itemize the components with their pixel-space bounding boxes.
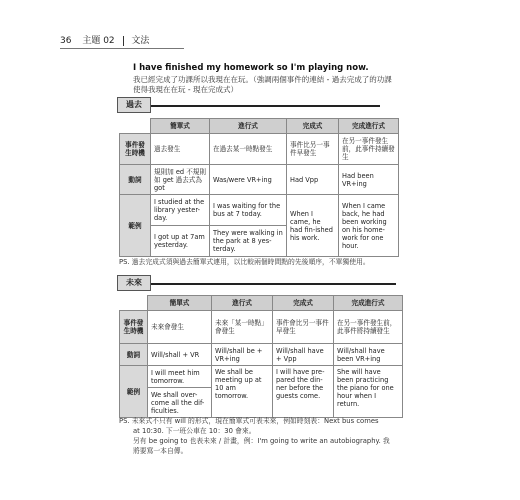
table-cell: 未來「某一時點」會發生 bbox=[212, 311, 273, 344]
intro-line: 使得我現在在玩 - 現在完成式） bbox=[133, 85, 238, 94]
table-cell: I got up at 7am yesterday. bbox=[151, 226, 210, 257]
intro-line: 我已經完成了功課所以我現在在玩。（強調兩個事件的連結 - 過去完成了的功課 bbox=[133, 75, 392, 84]
example-sentence: I have finished my homework so I'm playing now. bbox=[133, 63, 369, 73]
section-label-past: 過去 bbox=[117, 97, 151, 113]
note-line: PS. 未來式不只有 will 的形式，現在簡單式可表未來，例如時刻表：Next bus comes bbox=[119, 417, 379, 425]
section-rule-past bbox=[151, 105, 380, 107]
row-header: 事件發生時機 bbox=[120, 134, 151, 165]
row-header: 事件發生時機 bbox=[120, 311, 148, 344]
note-line: at 10:30. 下一班公車在 10：30 會來。 bbox=[133, 427, 256, 435]
table-cell: I studied at the library yester-day. bbox=[151, 195, 210, 226]
column-header: 簡單式 bbox=[151, 119, 210, 134]
page-number: 36 bbox=[60, 36, 72, 46]
future-note bbox=[119, 416, 390, 456]
table-cell: 事件會比另一事件早發生 bbox=[273, 311, 334, 344]
table-cell: We shall be meeting up at 10 am tomorrow. bbox=[212, 366, 273, 418]
table-cell: They were walking in the park at 8 yes-terday. bbox=[210, 226, 287, 257]
table-row bbox=[120, 344, 403, 366]
table-cell: When I came, he had fin-ished his work. bbox=[287, 195, 339, 257]
table-cell: I will have pre-pared the din-ner before the guests come. bbox=[273, 366, 334, 418]
header-rule bbox=[60, 48, 184, 49]
past-note: PS. 過去完成式須與過去簡單式連用，以比較兩個時間點的先後順序，不單獨使用。 bbox=[119, 258, 370, 266]
table-row bbox=[120, 134, 399, 165]
intro-text bbox=[133, 75, 413, 95]
note-line: 將要寫一本自傳。 bbox=[133, 447, 188, 455]
table-header-row bbox=[120, 119, 399, 134]
header-divider bbox=[123, 36, 124, 46]
column-header: 簡單式 bbox=[148, 296, 212, 311]
table-corner bbox=[120, 296, 148, 311]
table-cell: 事件比另一事件早發生 bbox=[287, 134, 339, 165]
column-header: 進行式 bbox=[212, 296, 273, 311]
table-cell: 在另一事件發生前，此事件持續發生 bbox=[339, 134, 399, 165]
table-cell: I was waiting for the bus at 7 today. bbox=[210, 195, 287, 226]
past-tense-table bbox=[119, 118, 399, 257]
table-corner bbox=[120, 119, 151, 134]
column-header: 完成式 bbox=[287, 119, 339, 134]
table-cell: 過去發生 bbox=[151, 134, 210, 165]
column-header: 完成式 bbox=[273, 296, 334, 311]
table-cell: She will have been practicing the piano for one hour when I return. bbox=[334, 366, 403, 418]
table-cell: Was/were VR+ing bbox=[210, 165, 287, 195]
row-header: 範例 bbox=[120, 366, 148, 418]
table-cell: 規則加 ed 不規則如 get 過去式為 got bbox=[151, 165, 210, 195]
future-tense-table bbox=[119, 295, 403, 418]
table-cell: Will/shall be + VR+ing bbox=[212, 344, 273, 366]
table-cell: 在另一事件發生前，此事件將持續發生 bbox=[334, 311, 403, 344]
table-cell: Had Vpp bbox=[287, 165, 339, 195]
table-cell: Will/shall have been VR+ing bbox=[334, 344, 403, 366]
table-row bbox=[120, 165, 399, 195]
column-header: 完成進行式 bbox=[334, 296, 403, 311]
table-row bbox=[120, 195, 399, 226]
section-rule-future bbox=[151, 283, 396, 285]
table-cell: Will/shall have + Vpp bbox=[273, 344, 334, 366]
table-header-row bbox=[120, 296, 403, 311]
section-label-future: 未來 bbox=[117, 275, 151, 291]
table-cell: I will meet him tomorrow. bbox=[148, 366, 212, 388]
row-header: 範例 bbox=[120, 195, 151, 257]
column-header: 完成進行式 bbox=[339, 119, 399, 134]
row-header: 動詞 bbox=[120, 344, 148, 366]
table-cell: When I came back, he had been working on his home-work for one hour. bbox=[339, 195, 399, 257]
note-line: 另有 be going to 也表未來 / 計畫，例：I'm going to write an autobiography. 我 bbox=[133, 437, 390, 445]
row-header: 動詞 bbox=[120, 165, 151, 195]
table-cell: We shall over-come all the dif-ficulties. bbox=[148, 388, 212, 418]
page-header bbox=[60, 33, 149, 46]
topic-label: 文法 bbox=[131, 36, 150, 46]
column-header: 進行式 bbox=[210, 119, 287, 134]
table-cell: Had been VR+ing bbox=[339, 165, 399, 195]
table-row bbox=[120, 366, 403, 388]
table-cell: 在過去某一時點發生 bbox=[210, 134, 287, 165]
chapter-label: 主題 02 bbox=[82, 36, 115, 46]
table-row bbox=[120, 311, 403, 344]
table-cell: 未來會發生 bbox=[148, 311, 212, 344]
table-cell: Will/shall + VR bbox=[148, 344, 212, 366]
